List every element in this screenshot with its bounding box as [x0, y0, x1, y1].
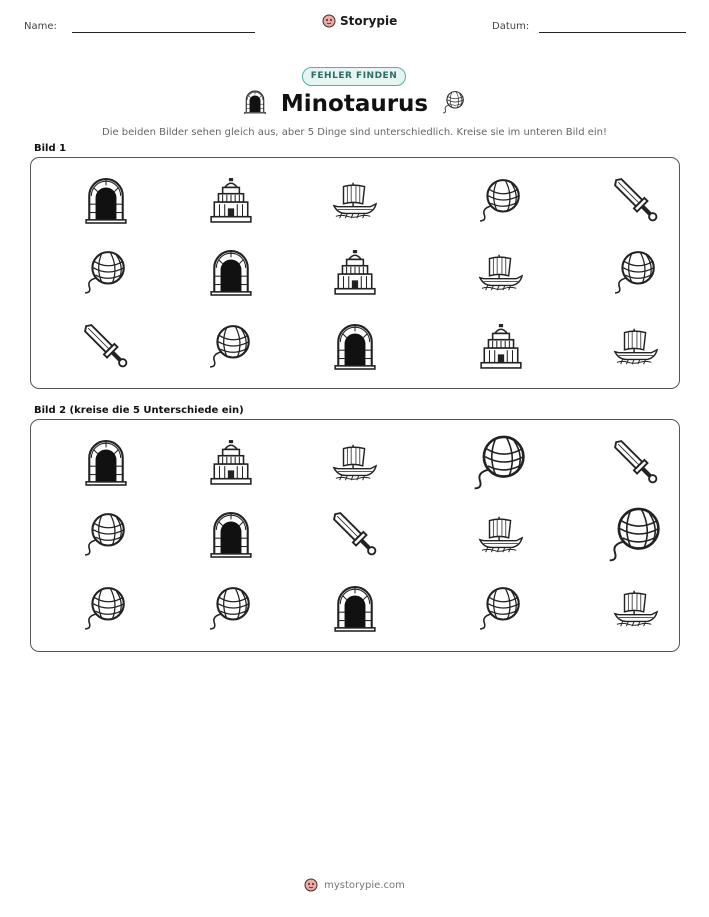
gate-icon [201, 242, 261, 302]
page-title: Minotaurus [280, 91, 429, 117]
name-line[interactable] [72, 32, 255, 33]
gate-icon[interactable] [76, 432, 136, 492]
ship-icon [606, 316, 666, 376]
storypie-mascot-icon [322, 14, 336, 28]
ship-icon[interactable] [325, 432, 385, 492]
sword-icon [76, 316, 136, 376]
sword-icon [606, 170, 666, 230]
yarn-ball-icon [471, 170, 531, 230]
footer-site: mystorypie.com [324, 879, 405, 891]
gate-icon [243, 90, 267, 118]
temple-icon [201, 170, 261, 230]
picture2-label: Bild 2 (kreise die 5 Unterschiede ein) [34, 405, 244, 416]
storypie-mascot-icon [304, 878, 318, 892]
ship-icon[interactable] [606, 578, 666, 638]
ship-icon[interactable] [471, 504, 531, 564]
picture1-label: Bild 1 [34, 143, 67, 154]
yarn-ball-icon[interactable] [76, 504, 136, 564]
sword-icon[interactable] [606, 432, 666, 492]
activity-badge: FEHLER FINDEN [302, 67, 406, 86]
title-row [0, 90, 709, 118]
picture2-panel[interactable] [30, 419, 680, 652]
picture1-panel [30, 157, 680, 389]
temple-icon[interactable] [201, 432, 261, 492]
yarn-ball-icon[interactable] [471, 578, 531, 638]
yarn-ball-icon [442, 90, 466, 118]
date-line[interactable] [539, 32, 686, 33]
gate-icon [76, 170, 136, 230]
yarn-ball-icon [76, 242, 136, 302]
gate-icon [325, 316, 385, 376]
yarn-ball-icon [201, 316, 261, 376]
temple-icon [325, 242, 385, 302]
temple-icon [471, 316, 531, 376]
yarn-ball-icon [606, 242, 666, 302]
gate-icon[interactable] [325, 578, 385, 638]
brand-logo [322, 14, 397, 28]
brand-name: Storypie [340, 14, 398, 28]
name-label: Name: [24, 21, 57, 32]
yarn-ball-icon[interactable] [76, 578, 136, 638]
yarn-ball-icon[interactable] [606, 504, 666, 564]
yarn-ball-icon[interactable] [471, 432, 531, 492]
sword-icon[interactable] [325, 504, 385, 564]
footer [0, 878, 709, 892]
date-label: Datum: [492, 21, 530, 32]
yarn-ball-icon[interactable] [201, 578, 261, 638]
instructions: Die beiden Bilder sehen gleich aus, aber 5 Dinge sind unterschiedlich. Kreise sie im unteren Bild ein! [102, 127, 607, 138]
ship-icon [325, 170, 385, 230]
gate-icon[interactable] [201, 504, 261, 564]
ship-icon [471, 242, 531, 302]
